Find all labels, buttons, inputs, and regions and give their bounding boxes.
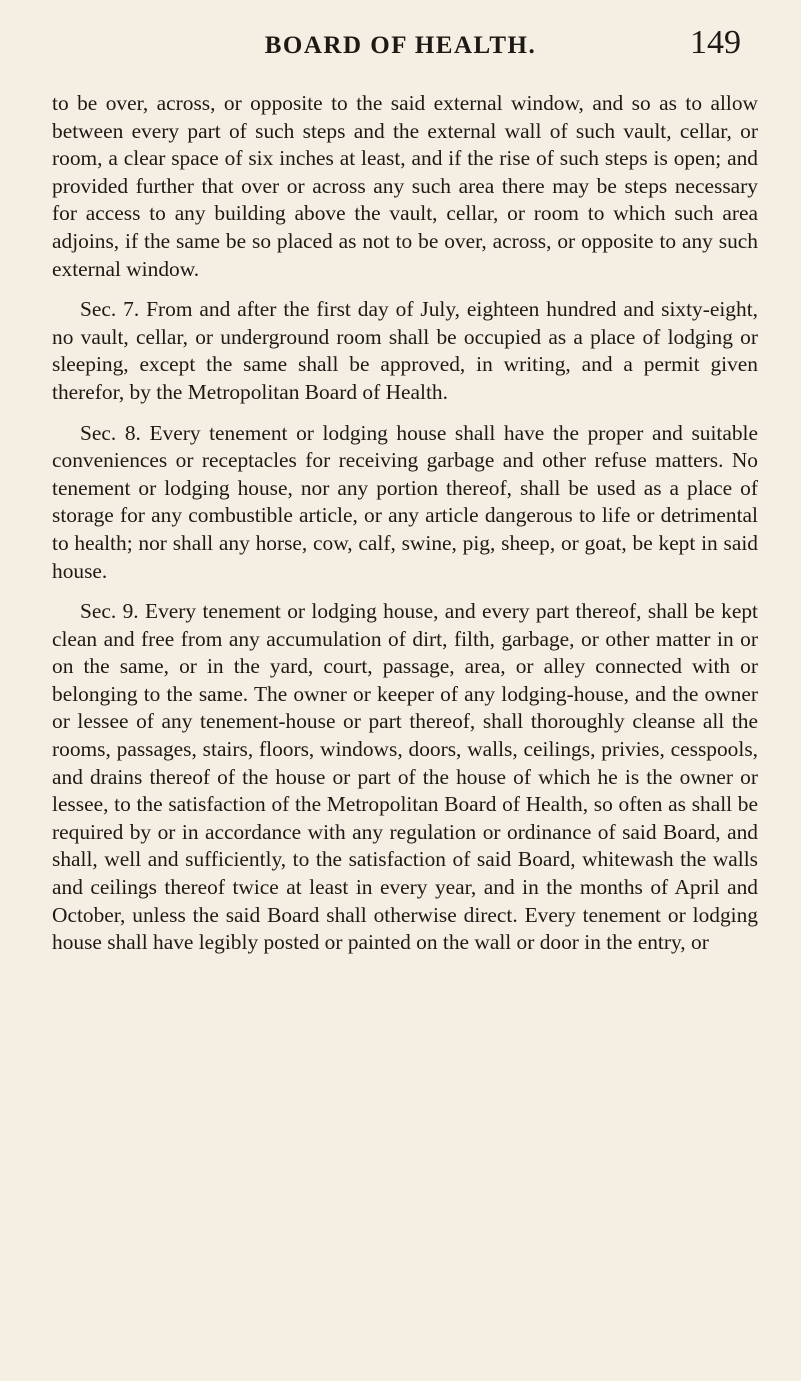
- paragraph-section-8: Sec. 8. Every tenement or lodging house shall have the proper and suitable conveniences or receptacles for receiving garbage and other refuse matters. No tenement or lodging house, nor any portion thereof, shall be used as a place of storage for any combustible article, or any article dangerous to life or detrimental to health; nor shall any horse, cow, calf, swine, pig, sheep, or goat, be kept in said house.: [52, 420, 758, 583]
- body-text: [52, 90, 758, 957]
- paragraph-section-7: Sec. 7. From and after the first day of July, eighteen hundred and sixty-eight, no vault, cellar, or underground room shall be occupied as a place of lodging or sleeping, except the same shall be approved, in writing, and a permit given therefor, by the Metropolitan Board of Health.: [52, 297, 758, 404]
- running-head: [0, 22, 801, 74]
- running-title: BOARD OF HEALTH.: [264, 32, 537, 59]
- paragraph-continuation: to be over, across, or opposite to the said external window, and so as to allow between every part of such steps and the external wall of such vault, cellar, or room, a clear space of six inches at least, and if the rise of such steps is open; and provided further that over or across any such area there may be steps necessary for access to any building above the vault, cellar, or room to which such area adjoins, if the same be so placed as not to be over, across, or opposite to any such external window.: [52, 91, 758, 281]
- page-number: 149: [690, 24, 741, 61]
- paragraph-section-9: Sec. 9. Every tenement or lodging house, and every part thereof, shall be kept clean and free from any accumulation of dirt, filth, garbage, or other matter in or on the same, or in the yard, court, passage, area, or alley connected with or belonging to the same. The owner or keeper of any lodging-house, and the owner or lessee of any tenement-house or part thereof, shall thoroughly cleanse all the rooms, passages, stairs, floors, windows, doors, walls, ceilings, privies, cesspools, and drains thereof of the house or part of the house of which he is the owner or lessee, to the satisfaction of the Metropolitan Board of Health, so often as shall be required by or in accordance with any regulation or ordinance of said Board, and shall, well and sufficiently, to the satisfaction of said Board, whitewash the walls and ceilings thereof twice at least in every year, and in the months of April and October, unless the said Board shall otherwise direct. Every tenement or lodging house shall have legibly posted or painted on the wall or door in the entry, or: [52, 599, 758, 955]
